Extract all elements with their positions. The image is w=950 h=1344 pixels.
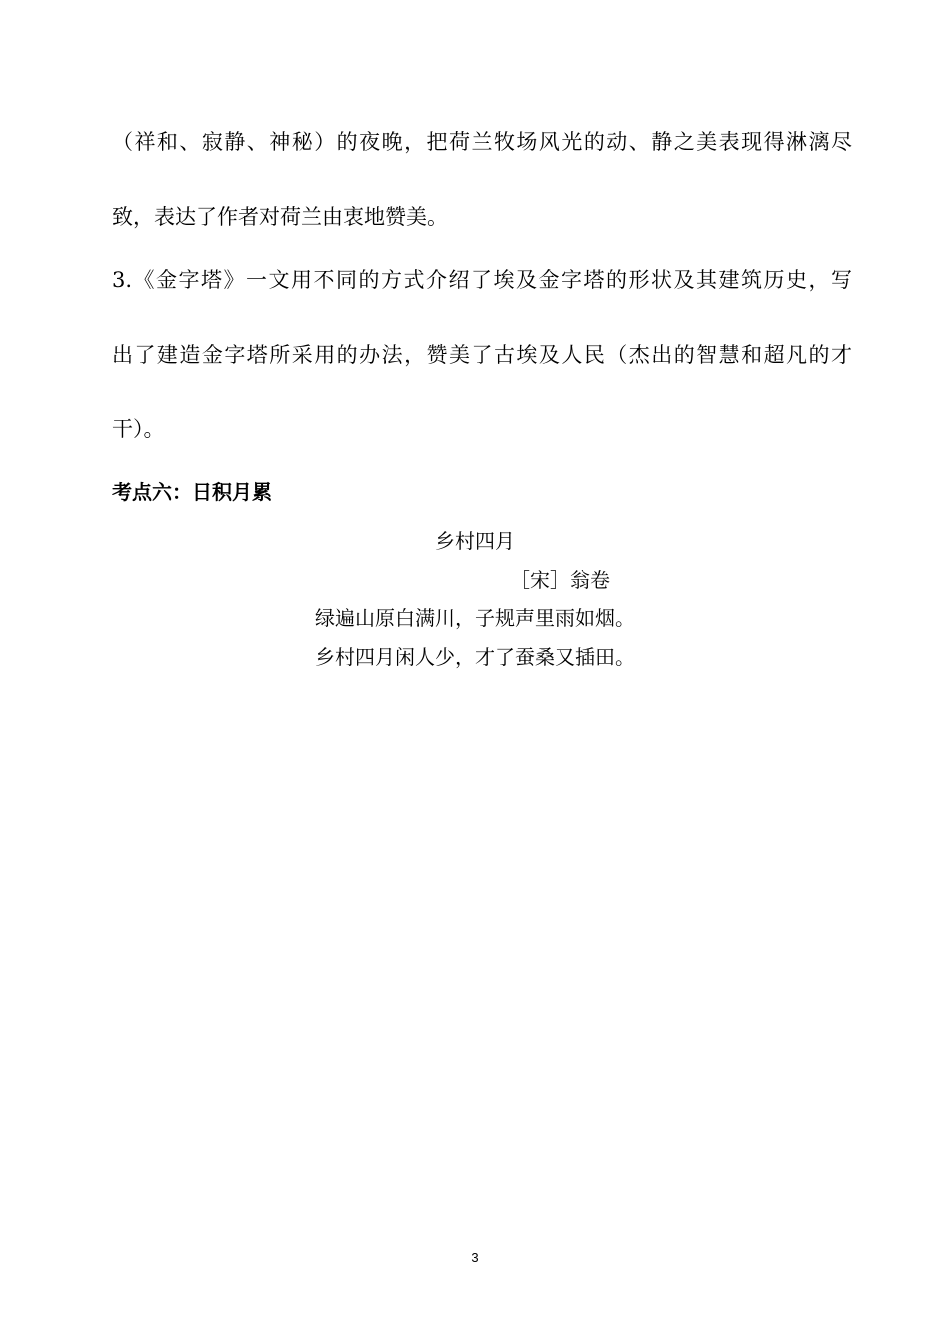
poem-author: ［宋］翁卷 [510, 568, 610, 592]
section-heading: 考点六：日积月累 [112, 480, 272, 504]
poem-title: 乡村四月 [435, 529, 515, 553]
paragraph-line: 出了建造金字塔所采用的办法，赞美了古埃及人民（杰出的智慧和超凡的才 [112, 343, 852, 367]
page-number: 3 [471, 1250, 479, 1265]
poem-line: 乡村四月闲人少，才了蚕桑又插田。 [315, 645, 635, 669]
paragraph-line: 3.《金字塔》一文用不同的方式介绍了埃及金字塔的形状及其建筑历史，写 [112, 268, 852, 292]
poem-line: 绿遍山原白满川，子规声里雨如烟。 [315, 606, 635, 630]
paragraph-line: 干）。 [112, 417, 165, 441]
paragraph-line: 致，表达了作者对荷兰由衷地赞美。 [112, 205, 448, 229]
paragraph-line: （祥和、寂静、神秘）的夜晚，把荷兰牧场风光的动、静之美表现得淋漓尽 [112, 130, 852, 154]
